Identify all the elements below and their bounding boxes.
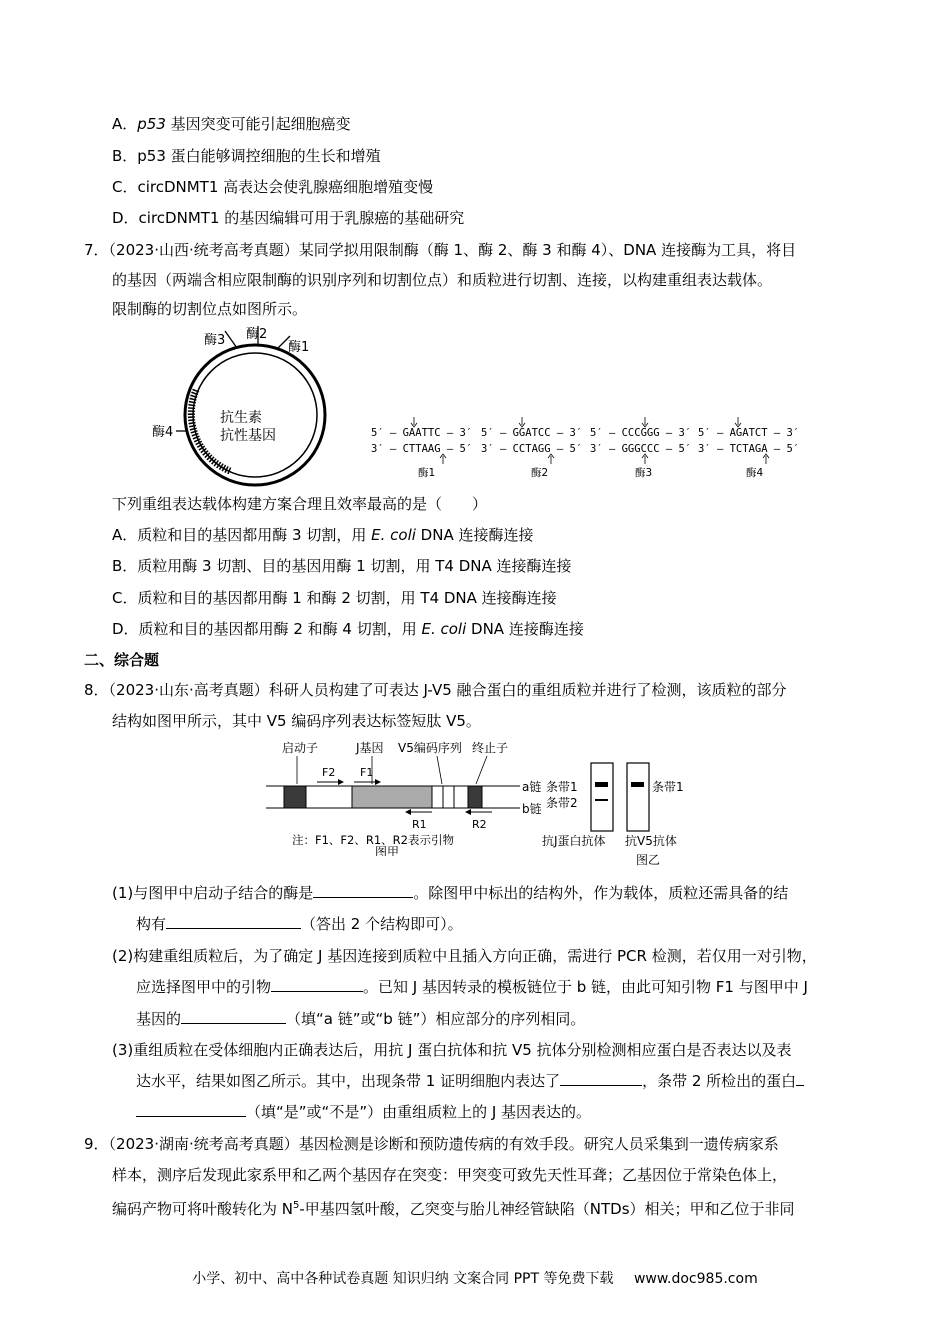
anti-j-lane: [591, 763, 613, 831]
anti-j-label: 抗J蛋白抗体: [542, 834, 606, 848]
jgene-box: [352, 786, 432, 808]
q9-stem-line2: 样本，测序后发现此家系甲和乙两个基因存在突变：甲突变可致先天性耳聋；乙基因位于常染色体上，: [112, 1166, 788, 1184]
enzyme1-label: 酶1: [288, 340, 310, 355]
promoter-box: [284, 786, 306, 808]
band1-anti-j: [595, 782, 608, 787]
q9-stem-line3: 编码产物可将叶酸转化为 $N^5-$甲基四氢叶酸，乙突变与胎儿神经管缺陷（NTDs）相关；甲和乙位于非同: [112, 1200, 795, 1218]
footer-link[interactable]: www.doc985.com: [633, 1271, 758, 1287]
q8-part1-line2: 构有 （答出 2 个结构即可）。: [136, 915, 463, 933]
q8-part3-line2: 达水平，结果如图乙所示。其中，出现条带 1 证明细胞内表达了 ，条带 2 所检出的蛋白: [136, 1071, 804, 1091]
q6-option-b: B．p53 蛋白能够调控细胞的生长和增殖: [112, 147, 381, 165]
svg-text:5′ — GAATTC — 3′: 5′ — GAATTC — 3′: [371, 427, 473, 439]
site-enzyme4: [698, 417, 799, 479]
band2-anti-j: [595, 799, 608, 801]
site-enzyme2: [481, 417, 582, 479]
svg-text:5′ — AGATCT — 3′: 5′ — AGATCT — 3′: [698, 427, 800, 439]
b-chain-label: b链: [522, 802, 542, 816]
q8-part3-line3: （填“是”或“不是”）由重组质粒上的 J 基因表达的。: [136, 1102, 591, 1122]
restriction-sites-diagram: [368, 414, 808, 480]
q8-part2-line1: (2)构建重组质粒后，为了确定 J 基因连接到质粒中且插入方向正确，需进行 PCR 检测，若仅用一对引物，: [112, 947, 817, 965]
q8-part2-line2: 应选择图甲中的引物 。已知 J 基因转录的模板链位于 b 链，由此可知引物 F1 与图甲中 J: [136, 978, 808, 996]
answer-blank-4[interactable]: [181, 1009, 286, 1024]
q7-stem-line3: 限制酶的切割位点如图所示。: [112, 300, 308, 318]
q8-part1-line1: (1)与图甲中启动子结合的酶是 。除图甲中标出的结构外，作为载体，质粒还需具备的结: [112, 884, 789, 902]
enzyme2-label: 酶2: [246, 327, 268, 342]
answer-blank-2[interactable]: [166, 914, 301, 929]
enzyme3-site-line: [225, 331, 237, 348]
q8-stem-line1: 8．（2023·山东·高考真题）科研人员构建了可表达 J-V5 融合蛋白的重组质粒并进行了检测，该质粒的部分: [84, 681, 787, 699]
primer-f1-label: F1: [360, 766, 374, 779]
primer-r1-label: R1: [412, 818, 427, 831]
footer-text: 小学、初中、高中各种试卷真题 知识归纳 文案合同 PPT 等免费下载: [192, 1271, 614, 1287]
q9-stem-line1: 9．（2023·湖南·统考高考真题）基因检测是诊断和预防遗传病的有效手段。研究人员采集到一遗传病家系: [84, 1135, 779, 1153]
plasmid-diagram: [140, 318, 340, 488]
figure-a-gene-structure: [262, 738, 552, 856]
q7-option-b: B．质粒用酶 3 切割、目的基因用酶 1 切割，用 T4 DNA 连接酶连接: [112, 557, 572, 575]
svg-text:3′ — TCTAGA — 5′: 3′ — TCTAGA — 5′: [698, 443, 800, 455]
q7-stem-line1: 7．（2023·山西·统考高考真题）某同学拟用限制酶（酶 1、酶 2、酶 3 和酶 4）、DNA 连接酶为工具，将目: [84, 241, 797, 259]
q7-option-d: D．质粒和目的基因都用酶 2 和酶 4 切割，用 E. coli DNA 连接酶连接: [112, 620, 584, 638]
q7-stem-line2: 的基因（两端含相应限制酶的识别序列和切割位点）和质粒进行切割、连接，以构建重组表达载体。: [112, 271, 773, 289]
answer-blank-5[interactable]: [560, 1071, 642, 1086]
answer-blank-3[interactable]: [271, 977, 363, 992]
svg-text:酶2: 酶2: [531, 467, 549, 479]
promoter-label: 启动子: [282, 741, 319, 755]
q7-option-c: C．质粒和目的基因都用酶 1 和酶 2 切割，用 T4 DNA 连接酶连接: [112, 589, 557, 607]
svg-text:酶3: 酶3: [635, 467, 653, 479]
figure-b-caption: 图乙: [636, 853, 661, 867]
plasmid-center-line2: 抗性基因: [220, 428, 276, 444]
enzyme4-label: 酶4: [152, 425, 174, 440]
q6-option-c: C．circDNMT1 高表达会使乳腺癌细胞增殖变慢: [112, 178, 434, 196]
band1-left-label: 条带1: [546, 780, 578, 794]
answer-blank-1[interactable]: [313, 883, 413, 898]
primer-f2-label: F2: [322, 766, 336, 779]
q6-option-d: D．circDNMT1 的基因编辑可用于乳腺癌的基础研究: [112, 209, 465, 227]
jgene-label: J基因: [356, 741, 384, 755]
svg-text:3′ — CCTAGG — 5′: 3′ — CCTAGG — 5′: [481, 443, 583, 455]
primer-r2-label: R2: [472, 818, 487, 831]
plasmid-center-line1: 抗生素: [220, 410, 262, 426]
figure-b-western-blot: [540, 755, 700, 856]
a-chain-label: a链: [522, 780, 542, 794]
svg-text:3′ — CTTAAG — 5′: 3′ — CTTAAG — 5′: [371, 443, 473, 455]
enzyme3-label: 酶3: [204, 333, 226, 348]
answer-blank-6[interactable]: [136, 1102, 246, 1117]
q8-part2-line3: 基因的 （填“a 链”或“b 链”）相应部分的序列相同。: [136, 1010, 586, 1028]
band1-right-label: 条带1: [652, 780, 684, 794]
page-footer: [0, 1268, 950, 1288]
v5-seq-label: V5编码序列: [398, 741, 462, 755]
q8-stem-line2: 结构如图甲所示，其中 V5 编码序列表达标签短肽 V5。: [112, 712, 481, 730]
svg-text:5′ — GGATCC — 3′: 5′ — GGATCC — 3′: [481, 427, 583, 439]
svg-text:酶1: 酶1: [418, 467, 436, 479]
site-enzyme3: [590, 417, 691, 479]
figure-a-caption: 图甲: [375, 845, 400, 856]
svg-text:酶4: 酶4: [746, 467, 764, 479]
band2-left-label: 条带2: [546, 796, 578, 810]
q6-option-a: A．p53 基因突变可能引起细胞癌变: [112, 115, 351, 133]
q7-option-a: A．质粒和目的基因都用酶 3 切割，用 E. coli DNA 连接酶连接: [112, 526, 534, 544]
anti-v5-label: 抗V5抗体: [625, 834, 677, 848]
q7-question: 下列重组表达载体构建方案合理且效率最高的是（ ）: [112, 495, 488, 513]
terminator-box: [468, 786, 482, 808]
terminator-label: 终止子: [472, 741, 509, 755]
band1-anti-v5: [631, 782, 644, 787]
section-heading: 二、综合题: [84, 651, 160, 669]
svg-text:5′ — CCCGGG — 3′: 5′ — CCCGGG — 3′: [590, 427, 692, 439]
figure-a-note: 注：F1、F2、R1、R2表示引物: [292, 833, 454, 847]
site-enzyme1: [371, 417, 472, 479]
anti-v5-lane: [627, 763, 649, 831]
svg-text:3′ — GGGCCC — 5′: 3′ — GGGCCC — 5′: [590, 443, 692, 455]
q8-part3-line1: (3)重组质粒在受体细胞内正确表达后，用抗 J 蛋白抗体和抗 V5 抗体分别检测相应蛋白是否表达以及表: [112, 1041, 792, 1059]
